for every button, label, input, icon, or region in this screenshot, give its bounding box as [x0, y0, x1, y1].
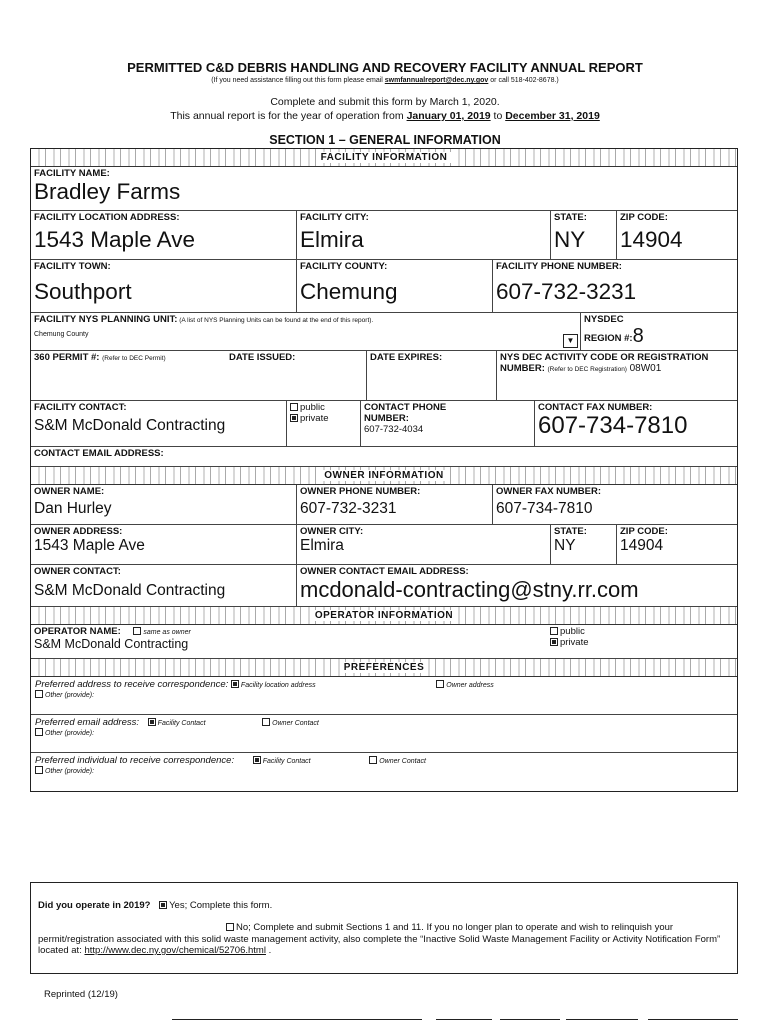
facility-county-label: FACILITY COUNTY: [300, 261, 388, 272]
pref-email-line [35, 717, 733, 728]
footer-rule-4 [566, 1019, 638, 1020]
owner-fax-field[interactable] [493, 485, 737, 524]
pref-correspondence-label: Preferred address to receive correspondence: [35, 679, 229, 690]
facility-city-value: Elmira [300, 227, 364, 252]
facility-state-label: STATE: [554, 212, 587, 223]
pref-email-owner-option[interactable] [262, 720, 319, 727]
assistance-suffix: or call 518-402-8678.) [488, 77, 559, 84]
operator-name-label [34, 626, 544, 637]
pref-individual-facility-label: Facility Contact [262, 758, 311, 765]
preferences-heading: PREFERENCES [340, 662, 429, 673]
operator-private-checkbox[interactable] [550, 638, 558, 646]
facility-address-label: FACILITY LOCATION ADDRESS: [34, 212, 180, 223]
pref-individual-other-label: Other (provide): [45, 768, 95, 775]
facility-address-value: 1543 Maple Ave [34, 227, 195, 252]
private-checkbox[interactable] [290, 414, 298, 422]
contact-fax-label: CONTACT FAX NUMBER: [538, 402, 653, 413]
owner-phone-value: 607-732-3231 [300, 500, 397, 517]
contact-phone-field[interactable] [361, 401, 535, 446]
dec-region-value: 8 [632, 325, 644, 347]
pref-correspondence-address [31, 677, 737, 715]
planning-unit-field[interactable] [31, 313, 581, 350]
owner-address-value: 1543 Maple Ave [34, 537, 145, 554]
owner-state-label: STATE: [554, 526, 587, 537]
pref-email-facility-label: Facility Contact [157, 720, 206, 727]
planning-unit-note: (A list of NYS Planning Units can be found at the end of this report). [177, 317, 374, 324]
operation-yes-option[interactable] [159, 900, 272, 911]
pref-individual-facility-checkbox[interactable] [253, 756, 261, 764]
pref-email-owner-label: Owner Contact [272, 720, 319, 727]
owner-email-field[interactable] [297, 565, 737, 606]
dec-region-label-2 [584, 325, 734, 348]
owner-city-label: OWNER CITY: [300, 526, 364, 537]
pref-owner-address-label: Owner address [446, 682, 494, 689]
operator-type [547, 625, 737, 658]
pref-email-other-checkbox[interactable] [35, 728, 43, 736]
owner-info-heading: OWNER INFORMATION [320, 470, 447, 481]
owner-email-label: OWNER CONTACT EMAIL ADDRESS: [300, 566, 469, 577]
owner-state-value: NY [554, 537, 576, 554]
assistance-note [0, 77, 770, 84]
owner-city-value: Elmira [300, 537, 344, 554]
activity-code-label [500, 352, 734, 375]
owner-address-field[interactable] [31, 525, 297, 564]
pref-email-other-label: Other (provide): [45, 730, 95, 737]
permit-number-field[interactable] [31, 351, 367, 400]
activity-code-label-text: NYS DEC ACTIVITY CODE OR REGISTRATION NUMBER: [500, 352, 709, 374]
facility-contact-type [287, 401, 361, 446]
operation-yes-checkbox[interactable] [159, 901, 167, 909]
planning-unit-label [34, 314, 577, 325]
operator-private-option[interactable] [550, 637, 734, 648]
operator-name-field[interactable] [31, 625, 547, 658]
pref-individual-owner-checkbox[interactable] [369, 756, 377, 764]
pref-email-facility-option[interactable] [148, 720, 206, 727]
owner-phone-field[interactable] [297, 485, 493, 524]
date-expires-field[interactable] [367, 351, 497, 400]
operator-public-option[interactable] [550, 626, 734, 637]
owner-name-field[interactable] [31, 485, 297, 524]
pref-email-other[interactable] [35, 728, 733, 737]
pref-individual-other[interactable] [35, 766, 733, 775]
owner-contact-value: S&M McDonald Contracting [34, 582, 226, 599]
report-title: PERMITTED C&D DEBRIS HANDLING AND RECOVERY FACILITY ANNUAL REPORT [127, 60, 643, 75]
owner-name-row [31, 485, 737, 525]
operator-public-label: public [560, 626, 585, 637]
facility-name-row [31, 167, 737, 211]
activity-code-value: 08W01 [629, 363, 662, 374]
pref-individual-owner-option[interactable] [369, 758, 426, 765]
permit-row [31, 351, 737, 401]
private-label: private [300, 413, 329, 424]
pref-correspondence-other[interactable] [35, 690, 733, 699]
facility-name-field[interactable] [31, 167, 737, 210]
operation-no-checkbox[interactable] [226, 923, 234, 931]
section-title: SECTION 1 – GENERAL INFORMATION [269, 133, 501, 147]
general-information-form [30, 148, 738, 792]
reprinted-note: Reprinted (12/19) [44, 989, 118, 1000]
private-option[interactable] [290, 413, 357, 424]
pref-individual [31, 753, 737, 791]
public-label: public [300, 402, 325, 413]
pref-individual-other-checkbox[interactable] [35, 766, 43, 774]
planning-unit-row [31, 313, 737, 351]
owner-zip-field[interactable] [617, 525, 737, 564]
dec-region-field[interactable] [581, 313, 737, 350]
period-start: January 01, 2019 [406, 110, 491, 122]
date-expires-label: DATE EXPIRES: [370, 352, 443, 363]
planning-unit-value: Chemung County [34, 331, 89, 338]
pref-email-facility-checkbox[interactable] [148, 718, 156, 726]
facility-town-row [31, 260, 737, 313]
owner-zip-label: ZIP CODE: [620, 526, 668, 537]
operation-yes-label: Yes; Complete this form. [169, 900, 273, 911]
owner-phone-label: OWNER PHONE NUMBER: [300, 486, 421, 497]
contact-fax-value: 607-734-7810 [538, 412, 688, 439]
planning-unit-label-text: FACILITY NYS PLANNING UNIT: [34, 314, 178, 325]
chevron-down-icon: ▼ [566, 336, 575, 345]
contact-email-label: CONTACT EMAIL ADDRESS: [34, 448, 164, 459]
contact-email-field[interactable] [31, 447, 737, 466]
facility-county-value: Chemung [300, 279, 398, 304]
owner-info-band [31, 467, 737, 485]
activity-code-note: (Refer to DEC Registration) [547, 366, 627, 373]
operator-info-heading: OPERATOR INFORMATION [311, 610, 457, 621]
owner-contact-label: OWNER CONTACT: [34, 566, 121, 577]
operator-name-label-text: OPERATOR NAME: [34, 626, 121, 637]
contact-phone-value: 607-732-4034 [364, 424, 424, 435]
facility-contact-label: FACILITY CONTACT: [34, 402, 127, 413]
date-issued-label: DATE ISSUED: [229, 352, 296, 363]
footer-rule-2 [436, 1019, 492, 1020]
pref-correspondence-line [35, 679, 733, 690]
pref-individual-facility-option[interactable] [253, 758, 311, 765]
operation-no-label: No; Complete and submit Sections 1 and 11. If you no longer plan to operate and wish to relinquish your permit/registration associated with this solid waste management activity, also complete the “Inactive Solid Waste Management Facility or Activity Notification Form” located at: [38, 922, 721, 956]
facility-name-value: Bradley Farms [34, 179, 181, 204]
footer-rule-1 [172, 1019, 422, 1020]
activity-code-field[interactable] [497, 351, 737, 400]
dec-region-label-2-text: REGION #: [584, 333, 633, 344]
operator-public-checkbox[interactable] [550, 627, 558, 635]
facility-town-field[interactable] [31, 260, 297, 312]
operation-question-line [38, 900, 730, 911]
pref-facility-address-label: Facility location address [240, 682, 316, 689]
facility-contact-value: S&M McDonald Contracting [34, 417, 226, 434]
facility-name-label: FACILITY NAME: [34, 168, 110, 179]
contact-phone-label: CONTACT PHONE NUMBER: [364, 402, 447, 424]
owner-email-value: mcdonald-contracting@stny.rr.com [300, 577, 639, 602]
owner-address-label: OWNER ADDRESS: [34, 526, 123, 537]
permit-number-label-text: 360 PERMIT #: [34, 352, 100, 363]
pref-email-label: Preferred email address: [35, 717, 140, 728]
pref-individual-owner-label: Owner Contact [379, 758, 426, 765]
facility-zip-value: 14904 [620, 227, 683, 252]
pref-correspondence-other-checkbox[interactable] [35, 690, 43, 698]
operator-row [31, 625, 737, 659]
footer-rule-5 [648, 1019, 738, 1020]
assistance-prefix: (If you need assistance filling out this form please email [211, 77, 385, 84]
facility-info-heading: FACILITY INFORMATION [317, 152, 452, 163]
owner-city-field[interactable] [297, 525, 551, 564]
owner-fax-value: 607-734-7810 [496, 500, 593, 517]
public-option[interactable] [290, 402, 357, 413]
submit-deadline: Complete and submit this form by March 1, 2020. [270, 96, 500, 108]
facility-info-band [31, 149, 737, 167]
permit-number-note: (Refer to DEC Permit) [102, 355, 166, 362]
facility-county-field[interactable] [297, 260, 493, 312]
facility-town-value: Southport [34, 279, 132, 304]
operator-info-band [31, 607, 737, 625]
facility-address-row [31, 211, 737, 260]
owner-contact-row [31, 565, 737, 607]
pref-email [31, 715, 737, 753]
facility-contact-field[interactable] [31, 401, 287, 446]
same-as-owner-label: same as owner [143, 629, 191, 636]
same-as-owner-checkbox[interactable] [133, 627, 141, 635]
owner-address-row [31, 525, 737, 565]
facility-contact-row [31, 401, 737, 447]
facility-town-label: FACILITY TOWN: [34, 261, 111, 272]
period-end: December 31, 2019 [505, 110, 600, 122]
facility-phone-label: FACILITY PHONE NUMBER: [496, 261, 622, 272]
owner-name-value: Dan Hurley [34, 500, 112, 517]
pref-individual-line [35, 755, 733, 766]
pref-facility-address-option[interactable] [231, 682, 316, 689]
facility-phone-value: 607-732-3231 [496, 279, 637, 304]
pref-facility-address-checkbox[interactable] [231, 680, 239, 688]
operation-question: Did you operate in 2019? [38, 900, 151, 911]
operator-name-value: S&M McDonald Contracting [34, 637, 189, 651]
public-checkbox[interactable] [290, 403, 298, 411]
report-period [0, 110, 770, 122]
owner-contact-field[interactable] [31, 565, 297, 606]
facility-zip-field[interactable] [617, 211, 737, 259]
facility-state-field[interactable] [551, 211, 617, 259]
dec-region-label-1: NYSDEC [584, 314, 624, 325]
pref-owner-address-option[interactable] [436, 682, 493, 689]
contact-fax-field[interactable] [535, 401, 737, 446]
period-to: to [490, 110, 506, 122]
pref-correspondence-other-label: Other (provide): [45, 692, 95, 699]
owner-name-label: OWNER NAME: [34, 486, 105, 497]
operator-private-label: private [560, 637, 589, 648]
preferences-band [31, 659, 737, 677]
inactive-form-link[interactable]: http://www.dec.ny.gov/chemical/52706.html [84, 945, 266, 956]
facility-city-field[interactable] [297, 211, 551, 259]
permit-number-label [34, 352, 363, 363]
planning-unit-dropdown[interactable] [563, 334, 578, 348]
pref-owner-address-checkbox[interactable] [436, 680, 444, 688]
pref-individual-label: Preferred individual to receive correspondence: [35, 755, 235, 766]
owner-state-field[interactable] [551, 525, 617, 564]
period-prefix: This annual report is for the year of operation from [170, 110, 407, 122]
operation-status-box [30, 882, 738, 974]
owner-fax-label: OWNER FAX NUMBER: [496, 486, 602, 497]
assistance-email-link[interactable]: swmfannualreport@dec.ny.gov [384, 77, 489, 84]
facility-phone-field[interactable] [493, 260, 737, 312]
facility-address-field[interactable] [31, 211, 297, 259]
operation-no-option[interactable] [38, 922, 730, 957]
inactive-form-link-suffix: . [265, 945, 272, 956]
facility-zip-label: ZIP CODE: [620, 212, 668, 223]
footer-rule-3 [500, 1019, 560, 1020]
contact-email-row [31, 447, 737, 467]
facility-city-label: FACILITY CITY: [300, 212, 369, 223]
facility-state-value: NY [554, 227, 586, 252]
owner-zip-value: 14904 [620, 537, 664, 554]
pref-email-owner-checkbox[interactable] [262, 718, 270, 726]
